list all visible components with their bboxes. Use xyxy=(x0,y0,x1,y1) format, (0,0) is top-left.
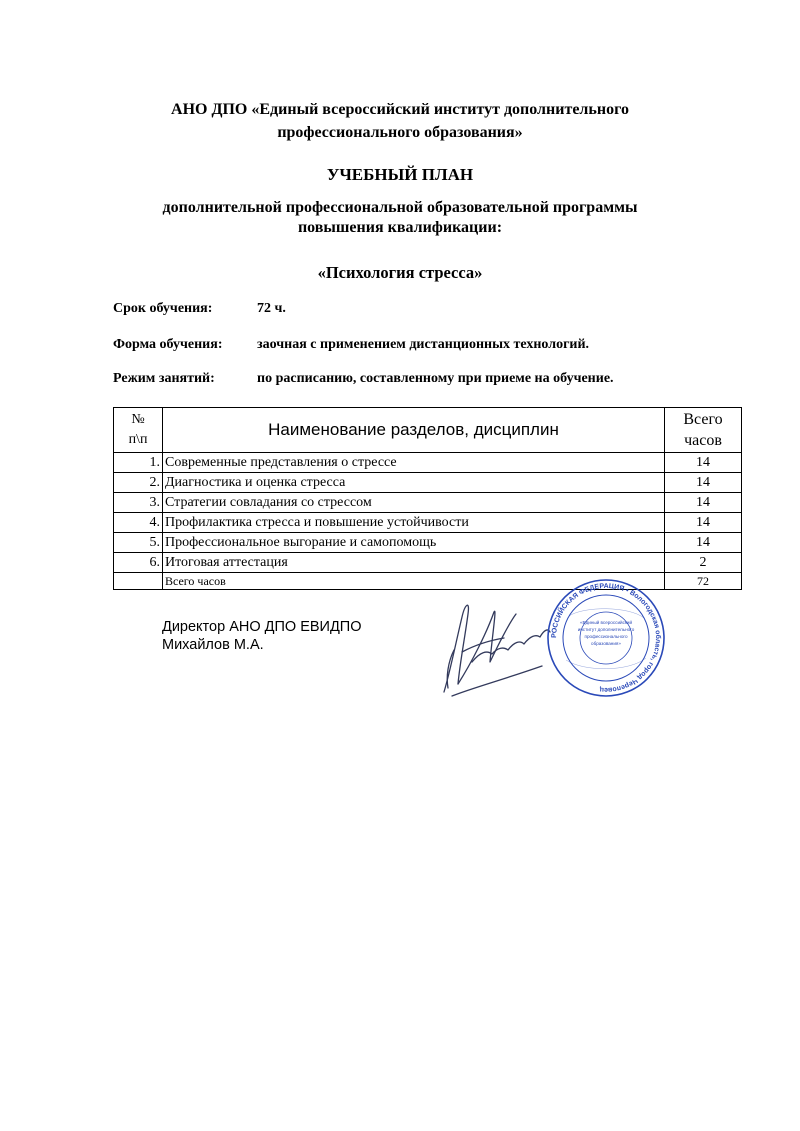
duration-row xyxy=(113,301,286,317)
curriculum-table xyxy=(113,407,742,590)
official-seal xyxy=(544,576,668,700)
document-subtitle: дополнительной профессиональной образовательной программы повышения квалификации: xyxy=(162,199,638,236)
total-label: Всего часов xyxy=(163,573,665,590)
svg-text:«Единый всероссийский: «Единый всероссийский xyxy=(579,620,633,625)
row-discipline: Стратегии совладания со стрессом xyxy=(163,493,665,513)
schedule-mode-label: Режим занятий: xyxy=(113,371,215,386)
study-form-value: заочная с применением дистанционных технологий. xyxy=(257,337,590,352)
row-hours: 14 xyxy=(665,533,742,553)
table-header-row xyxy=(114,408,742,453)
handwritten-signature xyxy=(432,592,562,702)
row-hours: 14 xyxy=(665,453,742,473)
column-header-name: Наименование разделов, дисциплин xyxy=(163,408,665,453)
table-row xyxy=(114,453,742,473)
program-name: «Психология стресса» xyxy=(317,263,483,282)
total-value: 72 xyxy=(665,573,742,590)
row-discipline: Профессиональное выгорание и самопомощь xyxy=(163,533,665,553)
row-hours: 14 xyxy=(665,493,742,513)
row-hours: 14 xyxy=(665,513,742,533)
row-discipline: Современные представления о стрессе xyxy=(163,453,665,473)
svg-text:институт дополнительного: институт дополнительного xyxy=(577,627,635,632)
row-discipline: Диагностика и оценка стресса xyxy=(163,473,665,493)
duration-value: 72 ч. xyxy=(257,301,286,316)
table-row xyxy=(114,533,742,553)
row-number: 2. xyxy=(114,473,163,493)
row-number: 6. xyxy=(114,553,163,573)
row-discipline: Итоговая аттестация xyxy=(163,553,665,573)
schedule-mode-row xyxy=(113,371,614,387)
row-discipline: Профилактика стресса и повышение устойчивости xyxy=(163,513,665,533)
organization-name: АНО ДПО «Единый всероссийский институт дополнительного профессионального образования» xyxy=(171,101,629,141)
director-position: Директор АНО ДПО ЕВИДПО xyxy=(162,619,362,635)
table-row xyxy=(114,513,742,533)
duration-label: Срок обучения: xyxy=(113,301,213,316)
svg-text:профессионального: профессионального xyxy=(584,634,628,639)
row-hours: 2 xyxy=(665,553,742,573)
study-form-label: Форма обучения: xyxy=(113,337,223,352)
schedule-mode-value: по расписанию, составленному при приеме на обучение. xyxy=(257,371,614,386)
table-row xyxy=(114,493,742,513)
row-number: 5. xyxy=(114,533,163,553)
table-row xyxy=(114,473,742,493)
table-row xyxy=(114,553,742,573)
director-signoff xyxy=(162,618,361,654)
total-empty-cell xyxy=(114,573,163,590)
row-hours: 14 xyxy=(665,473,742,493)
column-header-hours: Всего часов xyxy=(665,408,742,453)
study-form-row xyxy=(113,337,590,353)
row-number: 3. xyxy=(114,493,163,513)
svg-text:образования»: образования» xyxy=(591,641,621,646)
row-number: 4. xyxy=(114,513,163,533)
column-header-number: № п\п xyxy=(114,408,163,453)
director-name: Михайлов М.А. xyxy=(162,637,264,653)
document-title: УЧЕБНЫЙ ПЛАН xyxy=(326,165,474,184)
seal-outer-text: РОССИЙСКАЯ ФЕДЕРАЦИЯ • Вологодская область, город Череповец xyxy=(550,582,662,694)
row-number: 1. xyxy=(114,453,163,473)
